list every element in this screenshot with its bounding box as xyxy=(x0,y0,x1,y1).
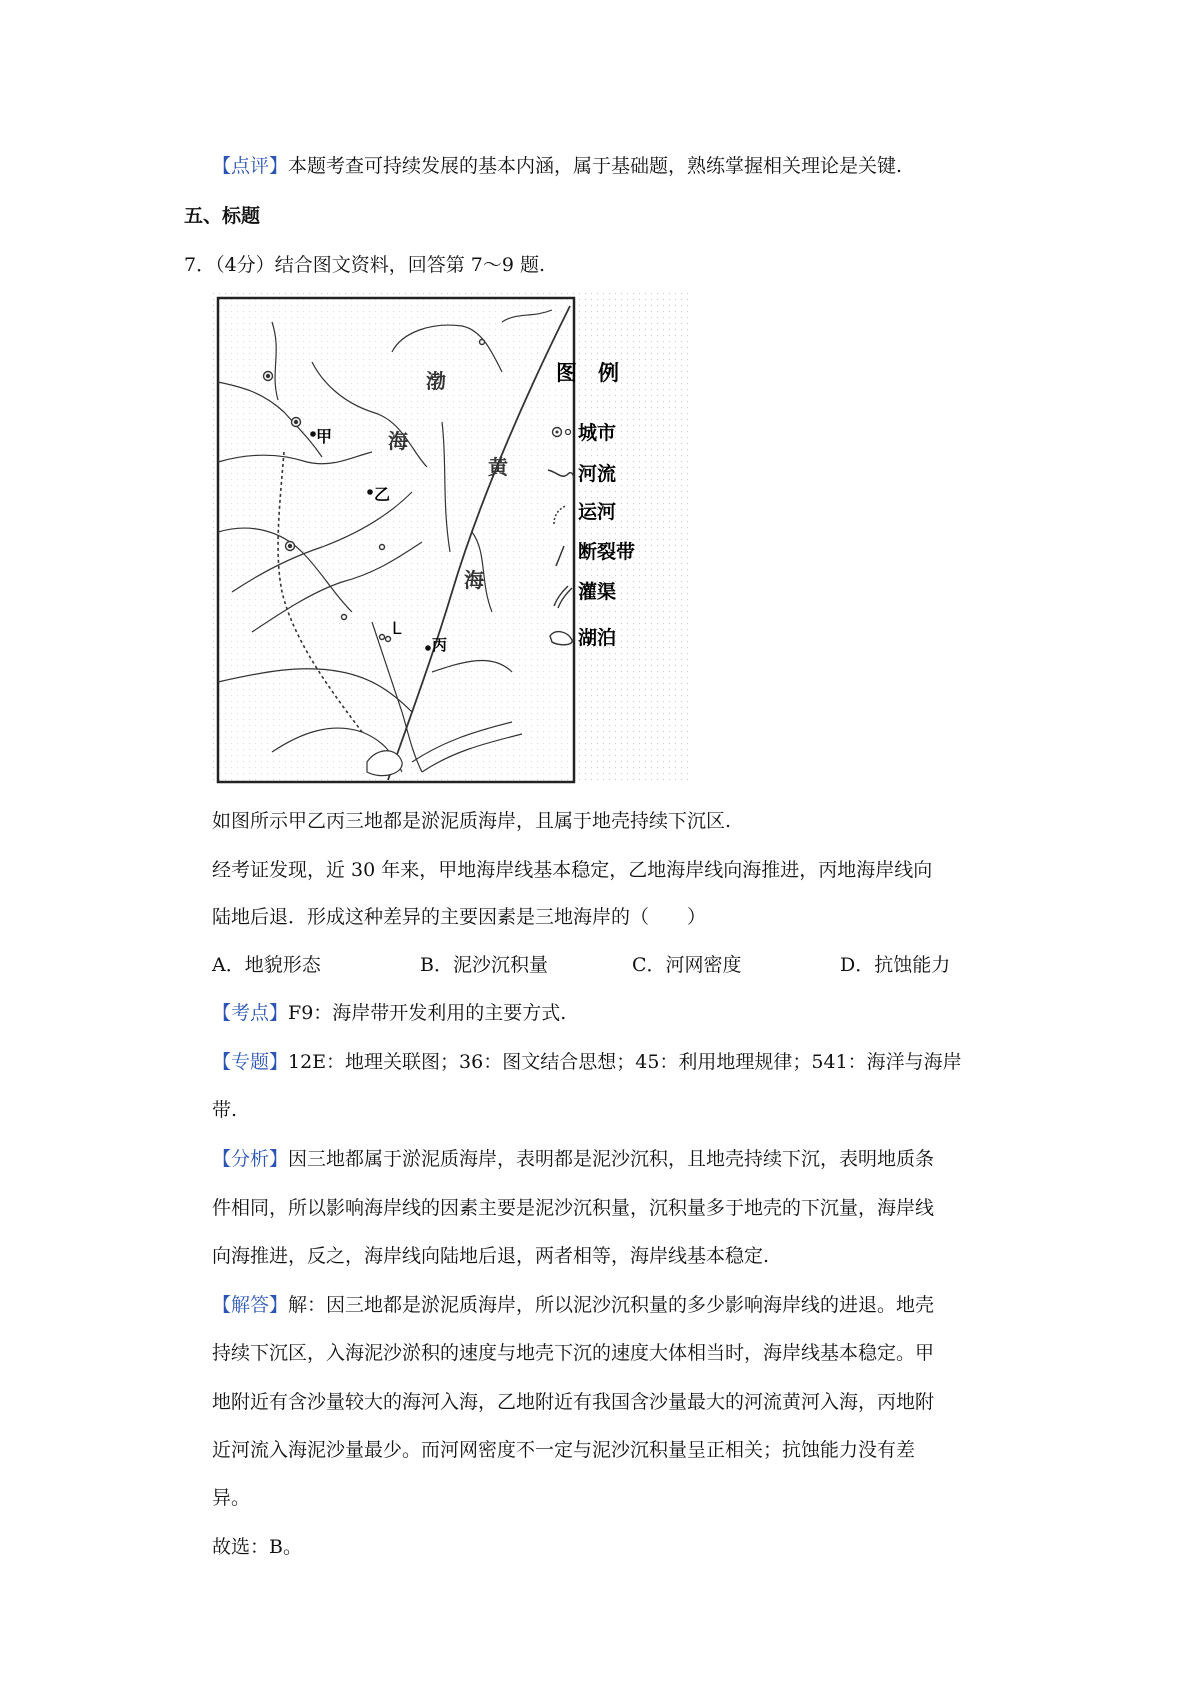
legend-fault-label: 断裂带 xyxy=(578,541,636,563)
yi-point xyxy=(367,489,373,495)
option-b-letter: B． xyxy=(420,954,453,976)
jia-point xyxy=(310,431,316,437)
zhuanti-text-2: 带. xyxy=(212,1099,238,1121)
question-prompt: 结合图文资料，回答第 7～9 题. xyxy=(274,254,545,276)
place-label-jia: 甲 xyxy=(316,427,333,446)
stem-line-3: 陆地后退．形成这种差异的主要因素是三地海岸的（ ） xyxy=(212,906,707,928)
place-label-yi: 乙 xyxy=(374,485,391,504)
jieda-text-4: 近河流入海泥沙量最少。而河网密度不一定与泥沙沉积量呈正相关；抗蚀能力没有差 xyxy=(212,1439,916,1461)
kaodian-tag: 【考点】 xyxy=(212,1002,289,1024)
legend-river-label: 河流 xyxy=(578,463,617,485)
review-tag: 【点评】 xyxy=(212,155,289,177)
sea-label-bohai-hai: 海 xyxy=(388,429,408,453)
kaodian-text: F9：海岸带开发利用的主要方式. xyxy=(288,1002,567,1024)
fenxi-text-3: 向海推进，反之，海岸线向陆地后退，两者相等，海岸线基本稳定. xyxy=(212,1245,770,1267)
place-label-l: L xyxy=(392,619,402,639)
fenxi-tag: 【分析】 xyxy=(212,1148,289,1170)
stem-line-1: 如图所示甲乙丙三地都是淤泥质海岸，且属于地壳持续下沉区. xyxy=(212,810,732,832)
legend-lake-label: 湖泊 xyxy=(578,627,617,649)
sea-label-huanghai-hai: 海 xyxy=(464,568,484,592)
zhuanti-text-1: 12E：地理关联图；36：图文结合思想；45：利用地理规律；541：海洋与海岸 xyxy=(288,1051,962,1073)
map-figure xyxy=(212,292,692,784)
sea-label-huang: 黄 xyxy=(488,455,508,479)
fenxi-text-2: 件相同，所以影响海岸线的因素主要是泥沙沉积量，沉积量多于地壳的下沉量，海岸线 xyxy=(212,1197,935,1219)
option-d[interactable] xyxy=(840,952,950,978)
jieda-tag: 【解答】 xyxy=(212,1294,289,1316)
jieda-text-2: 持续下沉区，入海泥沙淤积的速度与地壳下沉的速度大体相当时，海岸线基本稳定。甲 xyxy=(212,1342,935,1364)
option-c-letter: C． xyxy=(632,954,666,976)
zhuanti-tag: 【专题】 xyxy=(212,1051,289,1073)
question-line xyxy=(184,252,545,278)
option-d-letter: D． xyxy=(840,954,875,976)
bing-point xyxy=(425,645,431,651)
jieda-text-1: 解：因三地都是淤泥质海岸，所以泥沙沉积量的多少影响海岸线的进退。地壳 xyxy=(288,1294,935,1316)
option-a[interactable] xyxy=(212,952,321,978)
question-score: （4分） xyxy=(215,254,275,276)
question-number: 7． xyxy=(184,254,216,276)
option-a-text: 地貌形态 xyxy=(244,954,321,976)
place-label-bing: 丙 xyxy=(432,636,448,654)
stem-line-2: 经考证发现，近 30 年来，甲地海岸线基本稳定，乙地海岸线向海推进，丙地海岸线向 xyxy=(212,859,933,881)
section-heading: 五、标题 xyxy=(184,205,261,227)
kaodian-paragraph xyxy=(212,1000,566,1026)
map-frame xyxy=(218,298,574,782)
legend-irrigation-label: 灌渠 xyxy=(578,581,617,603)
option-b-text: 泥沙沉积量 xyxy=(452,954,548,976)
map-svg xyxy=(212,292,692,784)
review-paragraph xyxy=(212,153,902,179)
option-a-letter: A． xyxy=(212,954,245,976)
sea-label-bo: 渤 xyxy=(426,369,446,393)
zhuanti-paragraph xyxy=(212,1049,962,1075)
legend-canal-label: 运河 xyxy=(578,501,617,523)
option-c[interactable] xyxy=(632,952,742,978)
fenxi-text-1: 因三地都属于淤泥质海岸，表明都是泥沙沉积，且地壳持续下沉，表明地质条 xyxy=(288,1148,935,1170)
jieda-text-3: 地附近有含沙量较大的海河入海，乙地附近有我国含沙量最大的河流黄河入海，丙地附 xyxy=(212,1391,935,1413)
fenxi-paragraph xyxy=(212,1146,934,1172)
option-b[interactable] xyxy=(420,952,548,978)
legend-city-label: 城市 xyxy=(578,422,617,444)
legend-title: 图 例 xyxy=(556,361,619,385)
jieda-paragraph xyxy=(212,1292,934,1318)
option-d-text: 抗蚀能力 xyxy=(874,954,951,976)
review-text: 本题考查可持续发展的基本内涵，属于基础题，熟练掌握相关理论是关键. xyxy=(288,155,903,177)
answer-line: 故选：B。 xyxy=(212,1536,302,1558)
jieda-text-5: 异。 xyxy=(212,1487,251,1509)
option-c-text: 河网密度 xyxy=(665,954,742,976)
